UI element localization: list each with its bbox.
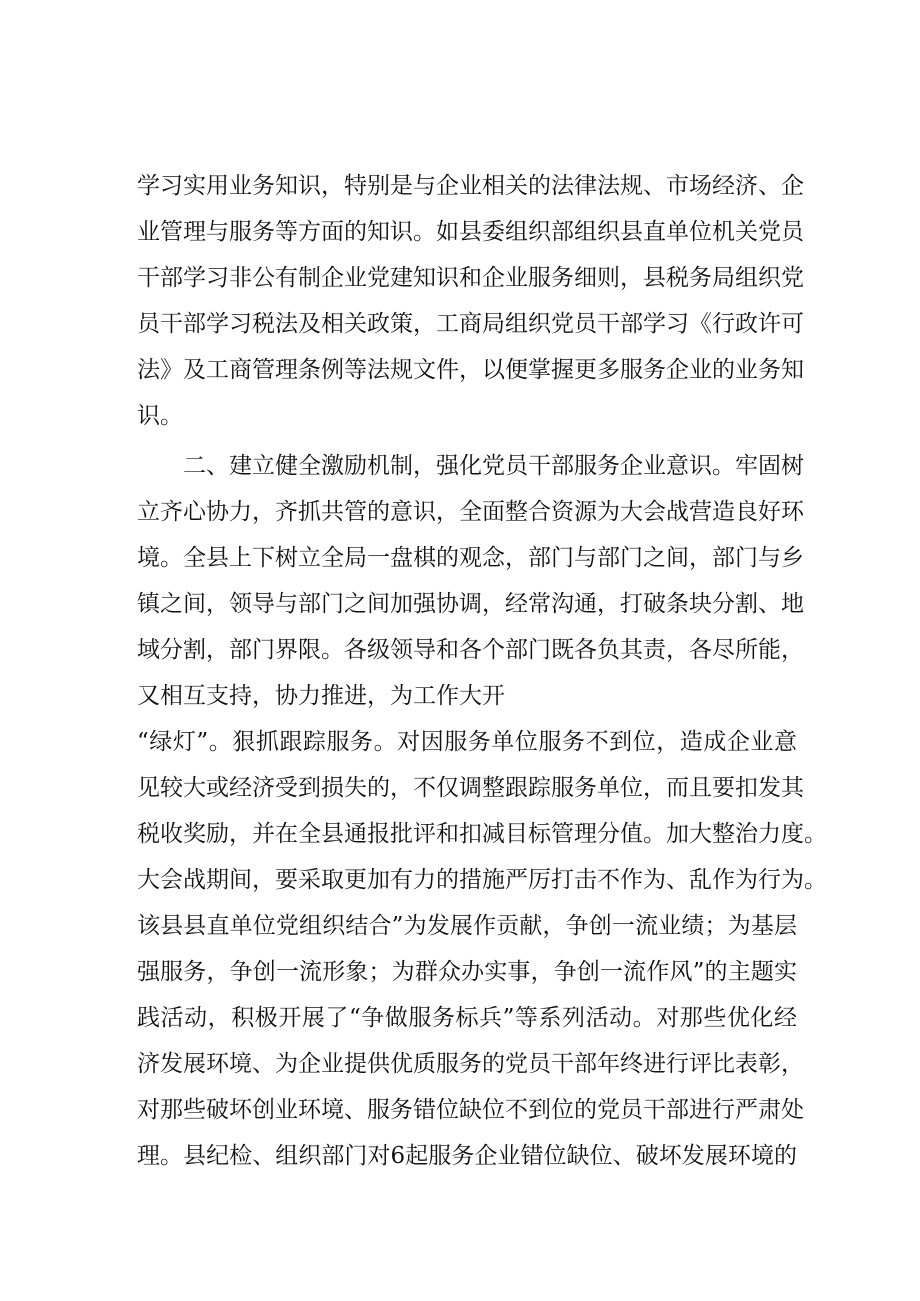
text-line: 境。全县上下树立全局一盘棋的观念，部门与部门之间，部门与乡	[137, 545, 804, 571]
text-line: 对那些破坏创业环境、服务错位缺位不到位的党员干部进行严肃处	[137, 1097, 804, 1123]
text-line: 干部学习非公有制企业党建知识和企业服务细则，县税务局组织党	[137, 265, 804, 291]
text-line: 践活动，积极开展了“争做服务标兵”等系列活动。对那些优化经	[137, 1005, 797, 1031]
text-line: 法》及工商管理条例等法规文件，以便掌握更多服务企业的业务知	[137, 357, 804, 383]
text-line: 见较大或经济受到损失的，不仅调整跟踪服务单位，而且要扣发其	[137, 775, 804, 801]
text-line: 该县县直单位党组织结合”为发展作贡献，争创一流业绩；为基层	[137, 913, 797, 939]
text-line: 又相互支持，协力推进，为工作大开	[137, 683, 505, 709]
text-line: 域分割，部门界限。各级领导和各个部门既各负其责，各尽所能，	[137, 637, 804, 663]
text-line: 识。	[137, 403, 183, 429]
text-line: “绿灯”。狠抓跟踪服务。对因服务单位服务不到位，造成企业意	[137, 729, 797, 755]
text-line: 业管理与服务等方面的知识。如县委组织部组织县直单位机关党员	[137, 219, 804, 245]
text-line: 理。县纪检、组织部门对6起服务企业错位缺位、破坏发展环境的	[137, 1143, 797, 1169]
text-line: 学习实用业务知识，特别是与企业相关的法律法规、市场经济、企	[137, 173, 804, 199]
text-line: 立齐心协力，齐抓共管的意识，全面整合资源为大会战营造良好环	[137, 499, 804, 525]
text-line: 大会战期间，要采取更加有力的措施严厉打击不作为、乱作为行为。	[137, 867, 827, 893]
text-line: 员干部学习税法及相关政策，工商局组织党员干部学习《行政许可	[137, 311, 804, 337]
paragraph-heading-line: 二、建立健全激励机制，强化党员干部服务企业意识。牢固树	[183, 453, 804, 479]
text-line: 镇之间，领导与部门之间加强协调，经常沟通，打破条块分割、地	[137, 591, 804, 617]
text-line: 税收奖励，并在全县通报批评和扣减目标管理分值。加大整治力度。	[137, 821, 827, 847]
text-line: 济发展环境、为企业提供优质服务的党员干部年终进行评比表彰，	[137, 1051, 804, 1077]
text-line: 强服务，争创一流形象；为群众办实事，争创一流作风”的主题实	[137, 959, 797, 985]
